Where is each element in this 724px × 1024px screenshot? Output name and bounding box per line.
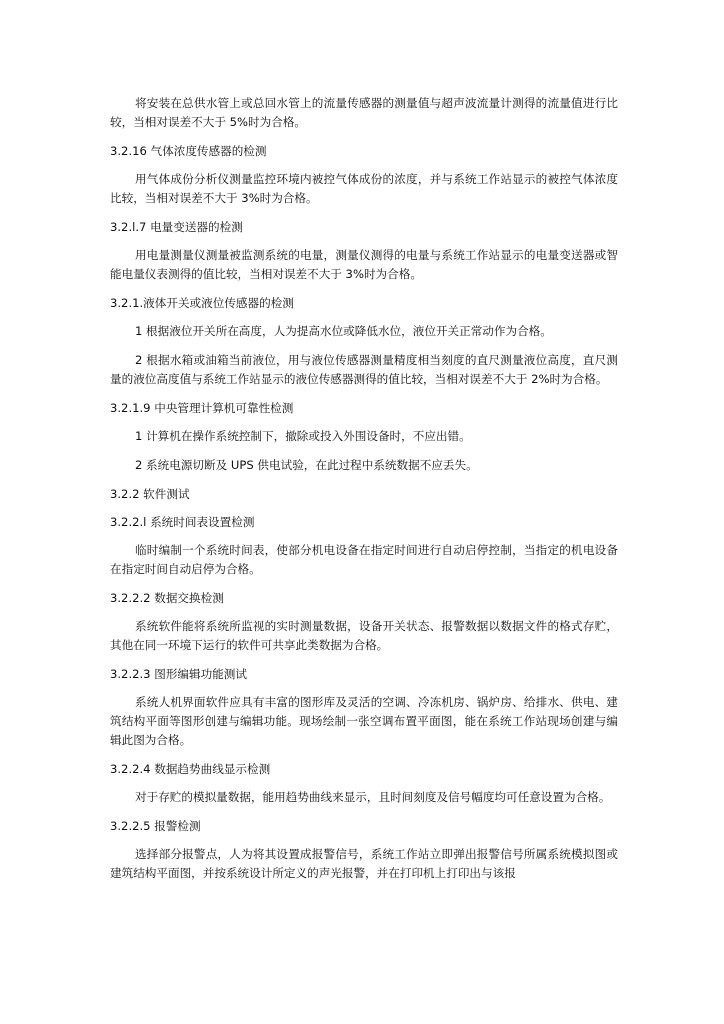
section-heading: 3.2.2.5 报警检测 <box>110 819 201 833</box>
section-heading: 3.2.2.l 系统时间表设置检测 <box>110 515 255 529</box>
section-heading: 3.2.2 软件测试 <box>110 487 190 501</box>
paragraph: 对于存贮的模拟量数据，能用趋势曲线来显示，且时间刻度及信号幅度均可任意设置为合格。 <box>135 790 611 804</box>
paragraph: 1 计算机在操作系统控制下，撤除或投入外围设备时，不应出错。 <box>135 429 471 443</box>
paragraph: 系统软件能将系统所监视的实时测量数据，设备开关状态、报警数据以数据文件的格式存贮，其他在同一环境下运行的软件可共享此类数据为合格。 <box>110 619 618 652</box>
section-heading: 3.2.1.液体开关或液位传感器的检测 <box>110 296 294 310</box>
section-heading: 3.2.2.3 图形编辑功能测试 <box>110 667 247 681</box>
paragraph: 用电量测量仪测量被监测系统的电量，测量仪测得的电量与系统工作站显示的电量变送器或智能电量仪表测得的值比较，当相对误差不大于 3%时为合格。 <box>110 248 618 281</box>
section-heading: 3.2.1.9 中央管理计算机可靠性检测 <box>110 401 294 415</box>
section-heading: 3.2.2.2 数据交换检测 <box>110 591 224 605</box>
paragraph: 2 系统电源切断及 UPS 供电试验，在此过程中系统数据不应丢失。 <box>135 458 478 472</box>
section-heading: 3.2.l.7 电量变送器的检测 <box>110 220 243 234</box>
paragraph: 用气体成份分析仪测量监控环境内被控气体成份的浓度，并与系统工作站显示的被控气体浓度比较，当相对误差不大于 3%时为合格。 <box>110 172 618 205</box>
paragraph: 系统人机界面软件应具有丰富的图形库及灵活的空调、冷冻机房、锅炉房、给排水、供电、建筑结构平面等图形创建与编辑功能。现场绘制一张空调布置平面图，能在系统工作站现场创建与编辑此图为合格。 <box>110 695 618 747</box>
paragraph: 2 根据水箱或油箱当前液位，用与液位传感器测量精度相当刻度的直尺测量液位高度，直尺测量的液位高度值与系统工作站显示的液位传感器测得的值比较，当相对误差不大于 2%时为合格。 <box>110 353 618 386</box>
document-page <box>110 94 618 893</box>
paragraph: 将安装在总供水管上或总回水管上的流量传感器的测量值与超声波流量计测得的流量值进行比较，当相对误差不大于 5%时为合格。 <box>110 96 618 129</box>
section-heading: 3.2.16 气体浓度传感器的检测 <box>110 144 267 158</box>
paragraph: 1 根据液位开关所在高度，人为提高水位或降低水位，液位开关正常动作为合格。 <box>135 324 552 338</box>
paragraph: 选择部分报警点，人为将其设置成报警信号，系统工作站立即弹出报警信号所属系统模拟图或建筑结构平面图，并按系统设计所定义的声光报警，并在打印机上打印出与该报 <box>110 847 618 880</box>
paragraph: 临时编制一个系统时间表，使部分机电设备在指定时间进行自动启停控制，当指定的机电设备在指定时间自动启停为合格。 <box>110 543 618 576</box>
section-heading: 3.2.2.4 数据趋势曲线显示检测 <box>110 762 271 776</box>
